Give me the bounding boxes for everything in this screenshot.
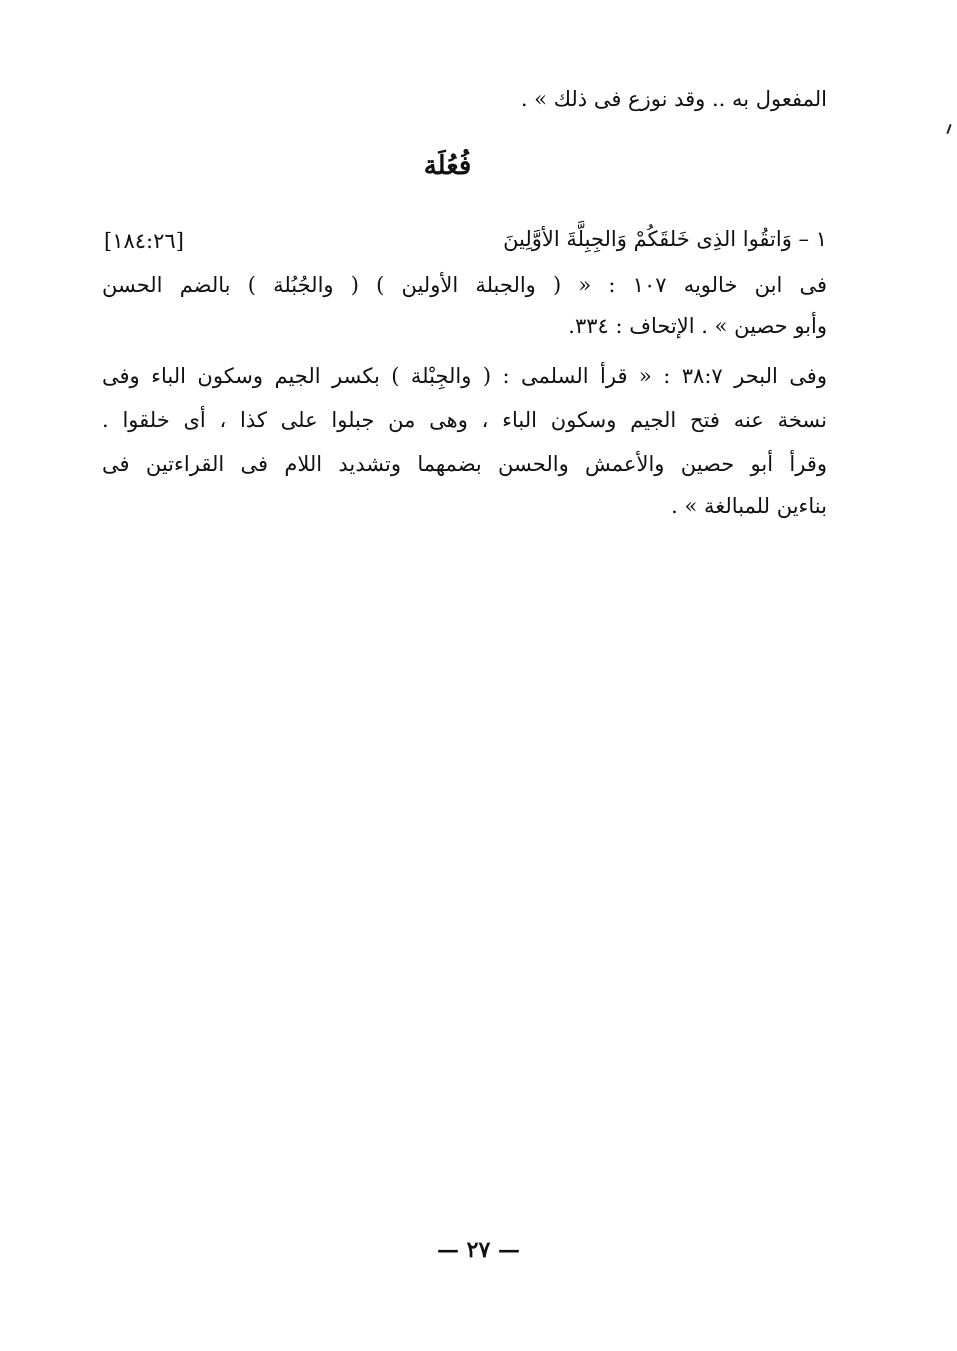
text-line-nuskha: نسخة عنه فتح الجيم وسكون الباء ، وهى من جبلوا على كذا ، أى خلقوا . <box>102 408 827 432</box>
text-line-continuation: المفعول به .. وقد نوزع فى ذلك » . <box>520 87 827 111</box>
verse-line: ١ – وَاتقُوا الذِى خَلقَكُمْ وَالجِبِلَّةَ الأوَّلِينَ <box>503 227 827 251</box>
text-line-bahr: وفى البحر ٣٨:٧ : « قرأ السلمى : ( والجِبْلة ) بكسر الجيم وسكون الباء وفى <box>102 364 827 388</box>
scan-edge-mark <box>946 124 951 134</box>
text-line-qira: وقرأ أبو حصين والأعمش والحسن بضمهما وتشديد اللام فى القراءتين فى <box>102 452 827 476</box>
verse-reference: [١٨٤:٢٦] <box>104 229 184 253</box>
page-number: — ٢٧ — <box>437 1237 520 1263</box>
text-line-ithaf: وأبو حصين » . الإتحاف : ٣٣٤. <box>568 314 827 338</box>
text-line-mubalagha: بناءين للمبالغة » . <box>671 494 827 518</box>
text-line-ibn-khalawayh: فى ابن خالويه ١٠٧ : « ( والجبلة الأولين ) ( والجُبُلة ) بالضم الحسن <box>102 273 827 297</box>
section-heading: فُعُلَة <box>423 151 472 181</box>
